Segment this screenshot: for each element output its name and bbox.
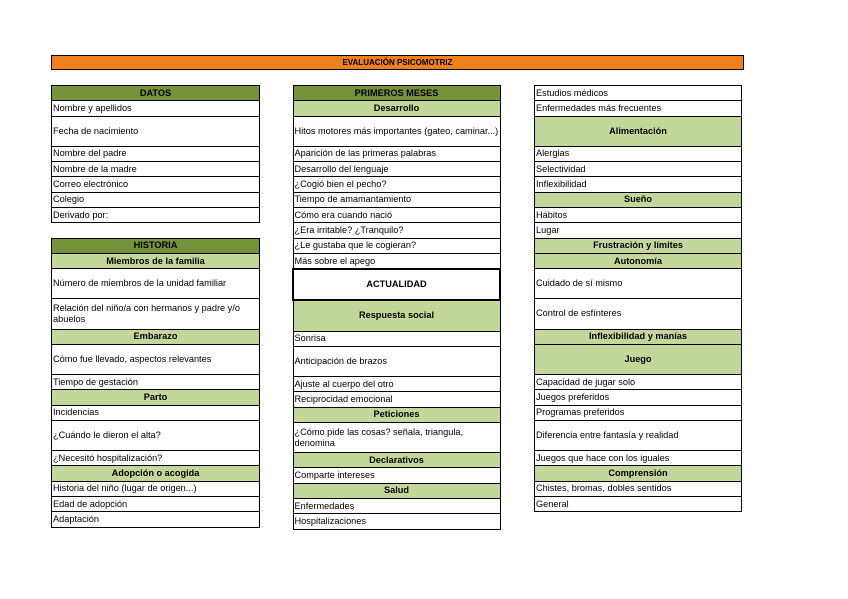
section-header-primeros-meses: PRIMEROS MESES <box>293 86 500 101</box>
table-row <box>293 392 500 407</box>
table-row <box>535 344 742 374</box>
field-label-sonrisa: Sonrisa <box>293 331 500 346</box>
table-row <box>293 207 500 222</box>
section-header-datos: DATOS <box>52 86 260 101</box>
field-label-selectividad: Selectividad <box>535 162 742 177</box>
field-label-estudios-medicos: Estudios médicos <box>535 86 742 101</box>
field-label-enfermedades-mas-frecuentes: Enfermedades más frecuentes <box>535 101 742 116</box>
table-row <box>535 420 742 450</box>
table-row <box>52 223 260 238</box>
field-label-le-gustaba-que-le-cogieran: ¿Le gustaba que le cogieran? <box>293 238 500 253</box>
table-row <box>535 405 742 420</box>
table-row <box>293 498 500 513</box>
table-row <box>535 177 742 192</box>
column-salud-habitos <box>534 85 742 512</box>
table-row <box>52 512 260 527</box>
table-row <box>293 238 500 253</box>
table-row <box>293 422 500 452</box>
field-label-adaptacion: Adaptación <box>52 512 260 527</box>
table-row <box>52 269 260 299</box>
table-row <box>293 162 500 177</box>
table-row <box>293 223 500 238</box>
subsection-header-alimentacion: Alimentación <box>535 116 742 146</box>
field-label-aparicion-de-las-primeras-palabras: Aparición de las primeras palabras <box>293 146 500 161</box>
subsection-header-inflexibilidad-y-manias: Inflexibilidad y manías <box>535 329 742 344</box>
subsection-header-adopcion-o-acogida: Adopción o acogida <box>52 466 260 481</box>
table-row <box>52 177 260 192</box>
field-label-cogio-bien-el-pecho: ¿Cogió bien el pecho? <box>293 177 500 192</box>
subsection-header-juego: Juego <box>535 344 742 374</box>
table-row <box>535 375 742 390</box>
table-row <box>293 483 500 498</box>
field-label-diferencia-entre-fantasia-y-realidad: Diferencia entre fantasía y realidad <box>535 420 742 450</box>
sheet-title: EVALUACIÓN PSICOMOTRIZ <box>51 55 744 70</box>
field-label-chistes-bromas-dobles-sentidos: Chistes, bromas, dobles sentidos <box>535 481 742 496</box>
section-header-actualidad: ACTUALIDAD <box>293 269 500 300</box>
field-label-desarrollo-del-lenguaje: Desarrollo del lenguaje <box>293 162 500 177</box>
field-label-nombre-y-apellidos: Nombre y apellidos <box>52 101 260 116</box>
field-label-comparte-intereses: Comparte intereses <box>293 468 500 483</box>
table-row <box>535 481 742 496</box>
field-label-derivado-por: Derivado por: <box>52 207 260 222</box>
field-label-incidencias: Incidencias <box>52 405 260 420</box>
table-row <box>535 207 742 222</box>
table-row <box>52 496 260 511</box>
table-row <box>293 453 500 468</box>
field-label-ajuste-al-cuerpo-del-otro: Ajuste al cuerpo del otro <box>293 377 500 392</box>
table-row <box>52 162 260 177</box>
table-row <box>293 269 500 300</box>
table-row <box>52 192 260 207</box>
field-label-habitos: Hábitos <box>535 207 742 222</box>
table-row <box>52 146 260 161</box>
field-label-colegio: Colegio <box>52 192 260 207</box>
table-row <box>52 238 260 253</box>
field-label-programas-preferidos: Programas preferidos <box>535 405 742 420</box>
subsection-header-miembros-de-la-familia: Miembros de la familia <box>52 253 260 268</box>
table-row <box>293 146 500 161</box>
field-label-como-era-cuando-nacio: Cómo era cuando nació <box>293 207 500 222</box>
table-row <box>535 223 742 238</box>
table-row <box>293 514 500 529</box>
table-row <box>52 390 260 405</box>
table-row <box>535 146 742 161</box>
subsection-header-comprension: Comprensión <box>535 466 742 481</box>
field-label-juegos-preferidos: Juegos preferidos <box>535 390 742 405</box>
field-label-correo-electronico: Correo electrónico <box>52 177 260 192</box>
table-row <box>52 451 260 466</box>
field-label-mas-sobre-el-apego: Más sobre el apego <box>293 253 500 269</box>
table-row <box>52 299 260 329</box>
field-label-cuidado-de-si-mismo: Cuidado de sí mismo <box>535 269 742 299</box>
table-row <box>293 86 500 101</box>
table-row <box>52 116 260 146</box>
table-row <box>293 300 500 331</box>
field-label-necesito-hospitalizacion: ¿Necesitó hospitalización? <box>52 451 260 466</box>
field-label-nombre-del-padre: Nombre del padre <box>52 146 260 161</box>
table-row <box>293 101 500 116</box>
table-row <box>293 192 500 207</box>
table-row <box>293 177 500 192</box>
field-label-control-de-esfinteres: Control de esfínteres <box>535 299 742 329</box>
table-row <box>52 375 260 390</box>
subsection-header-sueno: Sueño <box>535 192 742 207</box>
field-label-era-irritable-tranquilo: ¿Era irritable? ¿Tranquilo? <box>293 223 500 238</box>
field-label-como-pide-las-cosas-senala-triangula-den: ¿Cómo pide las cosas? señala, triangula, denomina <box>293 422 500 452</box>
table-row <box>52 481 260 496</box>
field-label-numero-de-miembros-de-la-unidad-familiar: Número de miembros de la unidad familiar <box>52 269 260 299</box>
field-label-relacion-del-nino-a-con-hermanos-y-padre: Relación del niño/a con hermanos y padre y/o abuelos <box>52 299 260 329</box>
subsection-header-declarativos: Declarativos <box>293 453 500 468</box>
table-row <box>52 101 260 116</box>
field-label-capacidad-de-jugar-solo: Capacidad de jugar solo <box>535 375 742 390</box>
table-row <box>535 299 742 329</box>
table-row <box>293 468 500 483</box>
table-row <box>293 331 500 346</box>
field-label-juegos-que-hace-con-los-iguales: Juegos que hace con los iguales <box>535 451 742 466</box>
field-label-alergias: Alergias <box>535 146 742 161</box>
field-label-inflexibilidad: Inflexibilidad <box>535 177 742 192</box>
table-row <box>535 451 742 466</box>
field-label-anticipacion-de-brazos: Anticipación de brazos <box>293 346 500 376</box>
field-label-fecha-de-nacimiento: Fecha de nacimiento <box>52 116 260 146</box>
column-primeros-meses <box>292 85 501 530</box>
table-row <box>293 116 500 146</box>
table-row <box>293 346 500 376</box>
subsection-header-parto: Parto <box>52 390 260 405</box>
table-row <box>535 192 742 207</box>
field-label-nombre-de-la-madre: Nombre de la madre <box>52 162 260 177</box>
field-label-como-fue-llevado-aspectos-relevantes: Cómo fue llevado, aspectos relevantes <box>52 344 260 374</box>
table-row <box>535 116 742 146</box>
field-label-cuando-le-dieron-el-alta: ¿Cuándo le dieron el alta? <box>52 420 260 450</box>
subsection-header-peticiones: Peticiones <box>293 407 500 422</box>
field-label-tiempo-de-gestacion: Tiempo de gestación <box>52 375 260 390</box>
field-label-tiempo-de-amamantamiento: Tiempo de amamantamiento <box>293 192 500 207</box>
section-header-historia: HISTORIA <box>52 238 260 253</box>
table-row <box>535 496 742 511</box>
subsection-header-respuesta-social: Respuesta social <box>293 300 500 331</box>
table-row <box>52 466 260 481</box>
table-row <box>535 101 742 116</box>
field-label-lugar: Lugar <box>535 223 742 238</box>
table-row <box>52 344 260 374</box>
spacer <box>52 223 260 238</box>
field-label-edad-de-adopcion: Edad de adopción <box>52 496 260 511</box>
field-label-hitos-motores-mas-importantes-gateo-cami: Hitos motores más importantes (gateo, caminar...) <box>293 116 500 146</box>
table-row <box>535 162 742 177</box>
subsection-header-autonomia: Autonomía <box>535 253 742 268</box>
field-label-general: General <box>535 496 742 511</box>
subsection-header-salud: Salud <box>293 483 500 498</box>
table-row <box>52 86 260 101</box>
table-row <box>535 329 742 344</box>
table-row <box>535 466 742 481</box>
field-label-reciprocidad-emocional: Reciprocidad emocional <box>293 392 500 407</box>
table-row <box>52 207 260 222</box>
table-row <box>293 377 500 392</box>
field-label-historia-del-nino-lugar-de-origen: Historia del niño (lugar de origen...) <box>52 481 260 496</box>
field-label-enfermedades: Enfermedades <box>293 498 500 513</box>
table-row <box>293 253 500 269</box>
subsection-header-frustracion-y-limites: Frustración y límites <box>535 238 742 253</box>
table-row <box>535 269 742 299</box>
table-row <box>535 238 742 253</box>
table-row <box>52 329 260 344</box>
table-row <box>535 390 742 405</box>
column-datos-historia <box>51 85 260 528</box>
table-row <box>52 253 260 268</box>
table-row <box>52 420 260 450</box>
field-label-hospitalizaciones: Hospitalizaciones <box>293 514 500 529</box>
table-row <box>535 253 742 268</box>
subsection-header-embarazo: Embarazo <box>52 329 260 344</box>
table-row <box>293 407 500 422</box>
table-row <box>52 405 260 420</box>
subsection-header-desarrollo: Desarrollo <box>293 101 500 116</box>
table-row <box>535 86 742 101</box>
